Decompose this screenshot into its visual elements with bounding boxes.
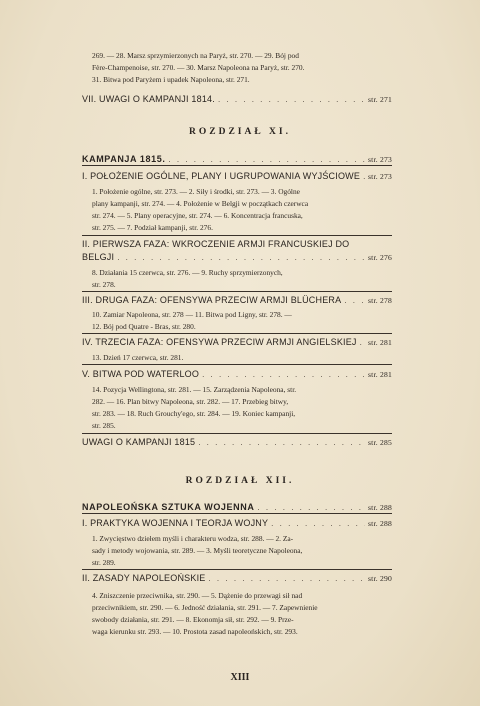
dot-leader bbox=[344, 295, 365, 307]
dot-leader bbox=[117, 252, 365, 264]
subsection-text: 10. Zamiar Napoleona, str. 278 — 11. Bitwa pod Ligny, str. 278. — 12. Bój pod Quatre - Bras, str. 280. bbox=[92, 310, 292, 331]
toc-entry: V. BITWA POD WATERLOO . . . str. 281 bbox=[82, 368, 392, 381]
subsection-text: 8. Działania 15 czerwca, str. 276. — 9. Ruchy sprzymierzonych, str. 278. bbox=[92, 268, 283, 289]
subsection-text: 4. Zniszczenie przeciwnika, str. 290. — 5. Dążenie do przewagi sił nad przeciwnikiem, str. 290. — 6. Jedność działania, str. 291. — 7. Zapewnienie swobody działania, str. 291. — 8. Ekonomja sił, str. 292. — 9. Prze- waga kierunku str. 293. — 10. Prostota zasad napoleońskich, str. 293. bbox=[92, 591, 318, 636]
subsection-text: 269. — 28. Marsz sprzymierzonych na Paryż, str. 270. — 29. Bój pod Fère-Champenoise, str. 270. — 30. Marsz Napoleona na Paryż, str. 270. 31. Bitwa pod Paryżem i upadek Napoleona, str. 271. bbox=[92, 51, 305, 84]
toc-entry: BELGJI . . . str. 276 bbox=[82, 251, 392, 264]
divider bbox=[82, 235, 392, 236]
dot-leader bbox=[360, 337, 365, 349]
dot-leader bbox=[363, 171, 365, 183]
subsection-text: 14. Pozycja Wellingtona, str. 281. — 15. Zarządzenia Napoleona, str. 282. — 16. Plan bitwy Napoleona, str. 282. — 17. Przebieg bitwy, str. 283. — 18. Ruch Grouchy'ego, str. 284. — 19. Koniec kampanji, str. 285. bbox=[92, 385, 297, 430]
divider bbox=[82, 165, 392, 166]
subsection-text: 1. Zwycięstwo dziełem myśli i charakteru wodza, str. 288. — 2. Za- sady i metody wojowania, str. 289. — 3. Myśli teoretyczne Napoleona, str. 289. bbox=[92, 534, 303, 567]
toc-entry: UWAGI O KAMPANJI 1815 . . . str. 285 bbox=[82, 436, 392, 449]
toc-entry: II. ZASADY NAPOLEOŃSKIE . . . str. 290 bbox=[82, 572, 392, 585]
toc-entry: IV. TRZECIA FAZA: OFENSYWA PRZECIW ARMJI ANGIELSKIEJ . . . str. 281 bbox=[82, 336, 392, 349]
divider bbox=[82, 364, 392, 365]
page-number: XIII bbox=[230, 672, 250, 683]
divider bbox=[82, 433, 392, 434]
dot-leader bbox=[218, 94, 365, 106]
toc-entry-main: KAMPANJA 1815. . . . str. 273 bbox=[82, 153, 392, 166]
chapter-heading: ROZDZIAŁ XI. bbox=[189, 127, 291, 137]
toc-entry: VII. UWAGI O KAMPANJI 1814. . . . str. 271 bbox=[82, 93, 392, 106]
divider bbox=[82, 333, 392, 334]
dot-leader bbox=[198, 437, 365, 449]
dot-leader bbox=[202, 369, 365, 381]
toc-entry: III. DRUGA FAZA: OFENSYWA PRZECIW ARMJI BLÜCHERA . . . str. 278 bbox=[82, 294, 392, 307]
toc-entry-line: II. PIERWSZA FAZA: WKROCZENIE ARMJI FRANCUSKIEJ DO bbox=[82, 239, 350, 249]
divider bbox=[82, 291, 392, 292]
chapter-heading: ROZDZIAŁ XII. bbox=[185, 476, 295, 486]
dot-leader bbox=[271, 518, 365, 530]
subsection-text: 13. Dzień 17 czerwca, str. 281. bbox=[92, 353, 184, 362]
dot-leader bbox=[208, 573, 365, 585]
toc-entry-main: NAPOLEOŃSKA SZTUKA WOJENNA . . . str. 288 bbox=[82, 501, 392, 514]
divider bbox=[82, 569, 392, 570]
toc-entry: I. POŁOŻENIE OGÓLNE, PLANY I UGRUPOWANIA WYJŚCIOWE . . . str. 273 bbox=[82, 170, 392, 183]
toc-entry: I. PRAKTYKA WOJENNA I TEORJA WOJNY . . . str. 288 bbox=[82, 517, 392, 530]
subsection-text: 1. Położenie ogólne, str. 273. — 2. Siły i środki, str. 273. — 3. Ogólne plany kampanji, str. 274. — 4. Położenie w Belgji w początkach czerwca str. 274. — 5. Plany operacyjne, str. 274. — 6. Koncentracja francuska, str. 275. — 7. Podział kampanji, str. 276. bbox=[92, 187, 309, 232]
divider bbox=[82, 513, 392, 514]
